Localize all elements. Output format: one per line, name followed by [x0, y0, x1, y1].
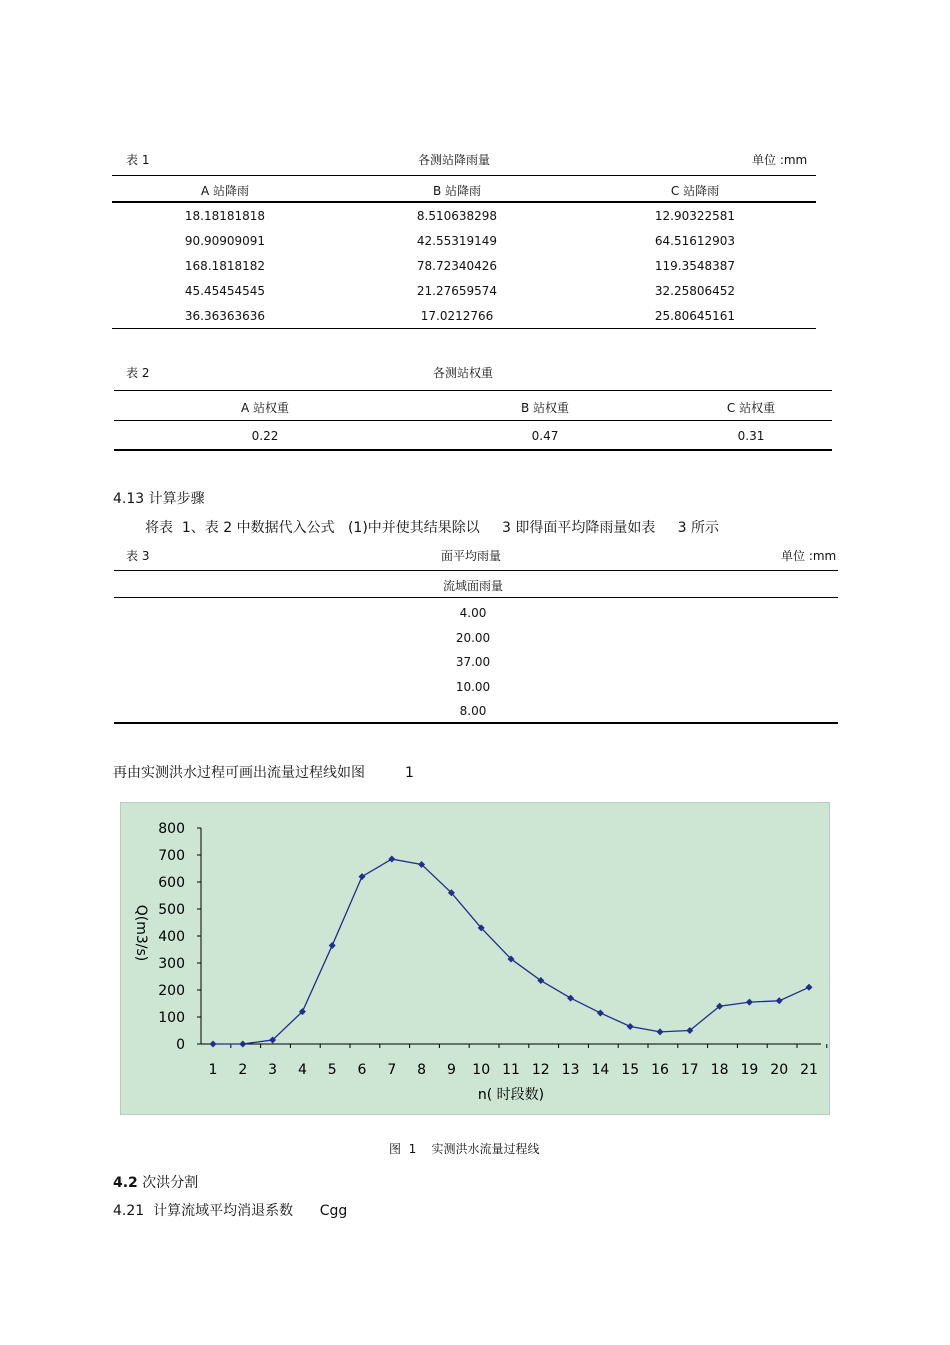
table1-cell: 18.18181818 [184, 209, 266, 223]
table2-header-b: B 站权重 [520, 401, 570, 415]
table1-cell: 17.0212766 [420, 309, 494, 323]
x-tick-label: 8 [417, 1062, 427, 1078]
table1-unit: 单位 :mm [752, 153, 808, 167]
x-tick-label: 14 [591, 1062, 610, 1078]
table2-header-c: C 站权重 [726, 401, 776, 415]
table3-cell: 10.00 [455, 679, 491, 694]
flow-point [627, 1023, 634, 1030]
y-tick-label: 600 [158, 875, 185, 891]
flow-point [210, 1041, 217, 1048]
flow-point [329, 942, 336, 949]
section-4-13-paragraph: 将表 1、表 2 中数据代入公式 (1)中并使其结果除以 3 即得面平均降雨量如表 3 所示 [145, 520, 720, 536]
table1-cell: 36.36363636 [184, 309, 266, 323]
flow-point [567, 995, 574, 1002]
table2-title: 各测站权重 [433, 366, 494, 380]
x-tick-label: 18 [710, 1062, 729, 1078]
x-tick-label: 17 [680, 1062, 699, 1078]
flow-chart [121, 803, 829, 1114]
table1-cell: 78.72340426 [416, 259, 498, 273]
x-tick-label: 11 [502, 1062, 520, 1078]
section-4-2-heading [113, 1172, 198, 1192]
table1-cell: 25.80645161 [654, 309, 736, 323]
table1-cell: 12.90322581 [654, 209, 736, 223]
table1-top-rule [112, 175, 816, 176]
y-tick-label: 800 [158, 821, 185, 837]
y-tick-label: 200 [158, 983, 185, 999]
table1-header-rule [112, 201, 816, 203]
table2-label: 表 2 [126, 366, 150, 380]
flow-point [239, 1041, 246, 1048]
table2-top-rule [114, 390, 832, 391]
table3-cell: 37.00 [455, 655, 491, 669]
x-tick-label: 20 [770, 1062, 789, 1078]
x-tick-label: 13 [561, 1062, 580, 1078]
table3-header: 流域面雨量 [442, 579, 503, 593]
table2-bottom-rule [114, 449, 832, 451]
x-tick-label: 16 [651, 1062, 669, 1078]
table2-cell-b: 0.47 [531, 429, 559, 443]
y-tick-label: 500 [158, 902, 185, 918]
figure-intro-text: 再由实测洪水过程可画出流量过程线如图 1 [113, 765, 414, 781]
flow-point [597, 1009, 604, 1016]
table1-cell: 168.1818182 [184, 259, 266, 273]
table1-cell: 45.45454545 [184, 284, 266, 298]
table1-cell: 90.90909091 [184, 234, 266, 248]
table3-label: 表 3 [126, 549, 150, 563]
table1-cell: 42.55319149 [416, 234, 498, 248]
section-4-21-heading: 4.21 计算流域平均消退系数 Cgg [113, 1203, 348, 1219]
table2-cell-a: 0.22 [251, 429, 279, 443]
y-tick-label: 300 [158, 956, 185, 972]
x-tick-label: 9 [446, 1062, 456, 1078]
x-tick-label: 6 [357, 1062, 367, 1078]
table1-label: 表 1 [126, 153, 150, 167]
y-axis-title: Q(m3/s) [133, 904, 149, 962]
x-tick-label: 12 [531, 1062, 550, 1078]
y-tick-label: 400 [158, 929, 185, 945]
flow-series-line [213, 859, 809, 1044]
y-tick-label: 100 [158, 1010, 185, 1026]
table1-cell: 21.27659574 [416, 284, 498, 298]
flow-chart-panel [120, 802, 830, 1115]
table3-top-rule [114, 570, 838, 571]
table1-cell: 8.510638298 [416, 209, 498, 223]
table3-cell: 8.00 [459, 704, 487, 718]
table1-bottom-rule [112, 328, 816, 329]
x-tick-label: 21 [800, 1062, 818, 1078]
table3-title: 面平均雨量 [441, 549, 502, 563]
x-tick-label: 19 [740, 1062, 759, 1078]
x-tick-label: 15 [621, 1062, 640, 1078]
section-4-13-heading: 4.13 计算步骤 [113, 491, 205, 507]
table1-header-a: A 站降雨 [200, 184, 250, 198]
x-tick-label: 3 [268, 1062, 278, 1078]
y-tick-label: 700 [158, 848, 185, 864]
table1-header-b: B 站降雨 [432, 184, 482, 198]
table3-header-rule [114, 597, 838, 598]
table2-cell-c: 0.31 [737, 429, 765, 443]
flow-point [359, 873, 366, 880]
x-tick-label: 10 [472, 1062, 491, 1078]
flow-point [776, 997, 783, 1004]
flow-point [806, 984, 813, 991]
x-axis-title: n( 时段数) [477, 1087, 545, 1103]
table1-cell: 119.3548387 [654, 259, 736, 273]
x-tick-label: 1 [208, 1062, 218, 1078]
table1-header-c: C 站降雨 [670, 184, 720, 198]
table1-cell: 32.25806452 [654, 284, 736, 298]
table3-unit: 单位 :mm [781, 549, 837, 563]
x-tick-label: 4 [297, 1062, 307, 1078]
figure-caption: 图 1 实测洪水流量过程线 [389, 1142, 540, 1156]
flow-point [388, 856, 395, 863]
table2-header-rule [114, 420, 832, 421]
table1-cell: 64.51612903 [654, 234, 736, 248]
y-tick-label: 0 [176, 1037, 185, 1053]
x-tick-label: 7 [387, 1062, 397, 1078]
section-4-2-number: 4.2 [113, 1175, 138, 1191]
table2-header-a: A 站权重 [240, 401, 290, 415]
flow-point [746, 999, 753, 1006]
table3-bottom-rule [114, 722, 838, 724]
flow-point [657, 1028, 664, 1035]
x-tick-label: 2 [238, 1062, 248, 1078]
table1-title: 各测站降雨量 [418, 153, 491, 167]
x-tick-label: 5 [327, 1062, 337, 1078]
table3-cell: 20.00 [455, 630, 491, 645]
table3-cell: 4.00 [459, 606, 487, 620]
section-4-2-text: 次洪分割 [137, 1175, 199, 1191]
